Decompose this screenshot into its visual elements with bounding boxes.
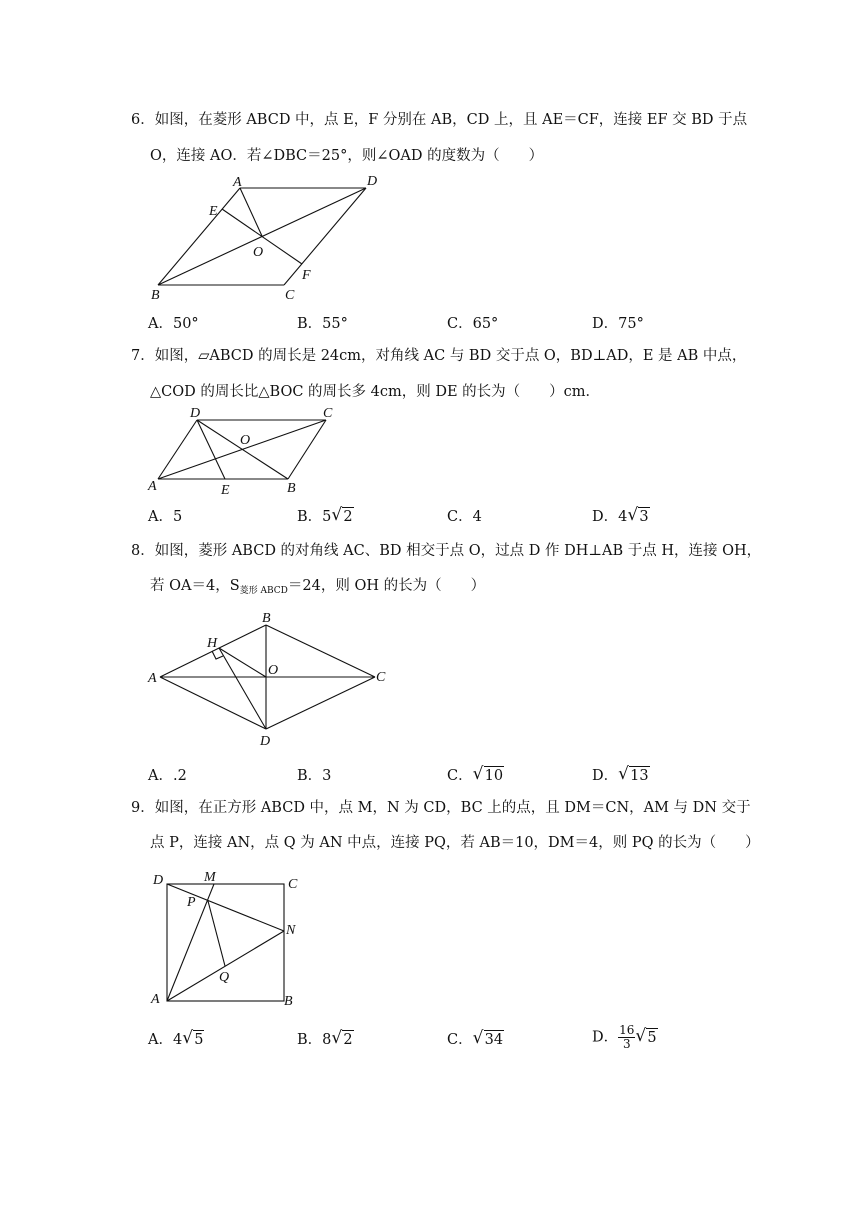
q6-figure bbox=[145, 172, 405, 307]
q7-label-d: D bbox=[190, 406, 201, 421]
q9-segment-pq bbox=[208, 901, 225, 966]
q8-option-d-sqrt: √ 13 bbox=[618, 764, 649, 784]
q7-option-c[interactable]: C．4 bbox=[447, 509, 482, 525]
q9-label-q: Q bbox=[219, 970, 230, 985]
q9-option-b[interactable] bbox=[297, 1030, 354, 1050]
q8-option-c-label: C． bbox=[447, 768, 473, 784]
q8-option-d-label: D． bbox=[592, 768, 619, 784]
q8-text-line2 bbox=[150, 576, 485, 601]
q9-option-d[interactable] bbox=[592, 1024, 658, 1051]
q7-option-d[interactable] bbox=[592, 507, 650, 527]
q7-text-line1: 7．如图，▱ABCD 的周长是 24cm，对角线 AC 与 BD 交于点 O，BD⊥AD，E 是 AB 中点， bbox=[131, 348, 747, 364]
q8-segment-oh bbox=[219, 648, 266, 677]
q9-option-c-label: C． bbox=[447, 1032, 473, 1048]
q9-segment-dn bbox=[167, 884, 284, 931]
q7-option-d-label: D．4 bbox=[592, 509, 628, 525]
q9-option-b-sqrt: √ 2 bbox=[331, 1028, 353, 1048]
q9-option-d-radicand: 5 bbox=[647, 1029, 657, 1046]
q6-option-c[interactable]: C．65° bbox=[447, 316, 499, 332]
q6-option-a[interactable]: A．50° bbox=[148, 316, 199, 332]
q6-label-f: F bbox=[302, 268, 311, 283]
q9-text-line2: 点 P，连接 AN，点 Q 为 AN 中点，连接 PQ，若 AB＝10，DM＝4，则 PQ 的长为（ ） bbox=[150, 835, 760, 851]
q7-option-b[interactable] bbox=[297, 507, 354, 527]
q8-side-bc bbox=[266, 625, 375, 677]
q8-side-da bbox=[160, 677, 266, 729]
q9-label-m: M bbox=[204, 870, 216, 885]
q9-label-p: P bbox=[187, 895, 196, 910]
q9-option-d-denominator: 3 bbox=[622, 1037, 631, 1051]
q8-side-cd bbox=[266, 677, 375, 729]
q8-label-c: C bbox=[376, 670, 386, 685]
q6-option-d[interactable]: D．75° bbox=[592, 316, 644, 332]
q8-figure bbox=[140, 605, 400, 755]
q7-option-b-sqrt: √ 2 bbox=[331, 505, 353, 525]
q8-option-d[interactable] bbox=[592, 766, 650, 786]
q8-label-a: A bbox=[148, 671, 157, 686]
q9-option-d-numerator: 16 bbox=[619, 1023, 635, 1037]
q9-label-a: A bbox=[151, 992, 160, 1007]
q6-label-e: E bbox=[209, 204, 218, 219]
q9-option-a-sqrt: √ 5 bbox=[182, 1028, 204, 1048]
q8-text-line2-part1: 若 OA＝4，S bbox=[150, 578, 240, 594]
q8-option-d-radicand: 13 bbox=[630, 768, 649, 784]
q8-label-b: B bbox=[262, 611, 271, 626]
q7-option-b-label: B．5 bbox=[297, 509, 332, 525]
q6-label-d: D bbox=[367, 174, 378, 189]
q9-option-d-label: D． bbox=[592, 1029, 619, 1046]
q9-label-n: N bbox=[286, 923, 296, 938]
q9-label-b: B bbox=[284, 994, 293, 1009]
q6-text-line2: O，连接 AO．若∠DBC＝25°，则∠OAD 的度数为（ ） bbox=[150, 148, 544, 164]
q7-text-line2: △COD 的周长比△BOC 的周长多 4cm，则 DE 的长为（ ）cm． bbox=[150, 384, 601, 400]
q7-label-a: A bbox=[148, 479, 157, 494]
q8-side-ab bbox=[160, 625, 266, 677]
q7-side-da bbox=[158, 420, 197, 479]
q7-option-d-radicand: 3 bbox=[639, 509, 649, 525]
q7-label-c: C bbox=[323, 406, 333, 421]
q8-text-line2-subscript: 菱形 ABCD bbox=[239, 586, 288, 596]
q6-label-c: C bbox=[285, 288, 295, 303]
q7-option-d-sqrt: √ 3 bbox=[627, 505, 649, 525]
q6-label-a: A bbox=[233, 175, 242, 190]
q9-option-b-radicand: 2 bbox=[343, 1032, 353, 1048]
q9-option-c[interactable] bbox=[447, 1030, 504, 1050]
q8-option-a[interactable]: A．.2 bbox=[148, 768, 187, 784]
q7-side-bc bbox=[288, 420, 326, 479]
q9-option-a-label: A．4 bbox=[148, 1032, 183, 1048]
q9-option-a-radicand: 5 bbox=[194, 1032, 204, 1048]
q8-label-d: D bbox=[260, 734, 271, 749]
q7-option-b-radicand: 2 bbox=[343, 509, 353, 525]
q8-option-b[interactable]: B．3 bbox=[297, 768, 332, 784]
q6-label-o: O bbox=[253, 245, 264, 260]
q7-figure bbox=[145, 404, 370, 499]
q7-label-o: O bbox=[240, 433, 251, 448]
q9-option-d-sqrt: √ 5 bbox=[635, 1025, 657, 1046]
q7-label-b: B bbox=[287, 481, 296, 496]
q9-segment-an bbox=[167, 931, 284, 1001]
q8-text-line1: 8．如图，菱形 ABCD 的对角线 AC、BD 相交于点 O，过点 D 作 DH⊥AB 于点 H，连接 OH， bbox=[131, 543, 762, 559]
q8-label-h: H bbox=[207, 636, 218, 651]
q7-option-a[interactable]: A．5 bbox=[148, 509, 183, 525]
q9-option-c-radicand: 34 bbox=[484, 1032, 504, 1048]
q8-option-c-sqrt: √ 10 bbox=[472, 764, 504, 784]
q6-label-b: B bbox=[151, 288, 160, 303]
q6-text-line1: 6．如图，在菱形 ABCD 中，点 E，F 分别在 AB，CD 上，且 AE＝CF，连接 EF 交 BD 于点 bbox=[131, 112, 748, 128]
q6-side-ab bbox=[158, 188, 240, 285]
q8-option-c-radicand: 10 bbox=[484, 768, 504, 784]
q7-label-e: E bbox=[221, 483, 230, 498]
q8-option-c[interactable] bbox=[447, 766, 504, 786]
q8-segment-dh bbox=[219, 648, 266, 729]
q9-option-b-label: B．8 bbox=[297, 1032, 332, 1048]
q9-figure bbox=[145, 866, 315, 1011]
q8-text-line2-part2: ＝24，则 OH 的长为（ ） bbox=[287, 578, 486, 594]
q9-option-c-sqrt: √ 34 bbox=[472, 1028, 504, 1048]
q9-option-a[interactable] bbox=[148, 1030, 204, 1050]
q8-label-o: O bbox=[268, 663, 279, 678]
q6-side-dc bbox=[284, 188, 366, 285]
q9-label-c: C bbox=[288, 877, 298, 892]
q9-text-line1: 9．如图，在正方形 ABCD 中，点 M，N 为 CD，BC 上的点，且 DM＝CN，AM 与 DN 交于 bbox=[131, 800, 751, 816]
q9-option-d-fraction bbox=[618, 1024, 635, 1051]
q9-label-d: D bbox=[153, 873, 164, 888]
q6-option-b[interactable]: B．55° bbox=[297, 316, 348, 332]
